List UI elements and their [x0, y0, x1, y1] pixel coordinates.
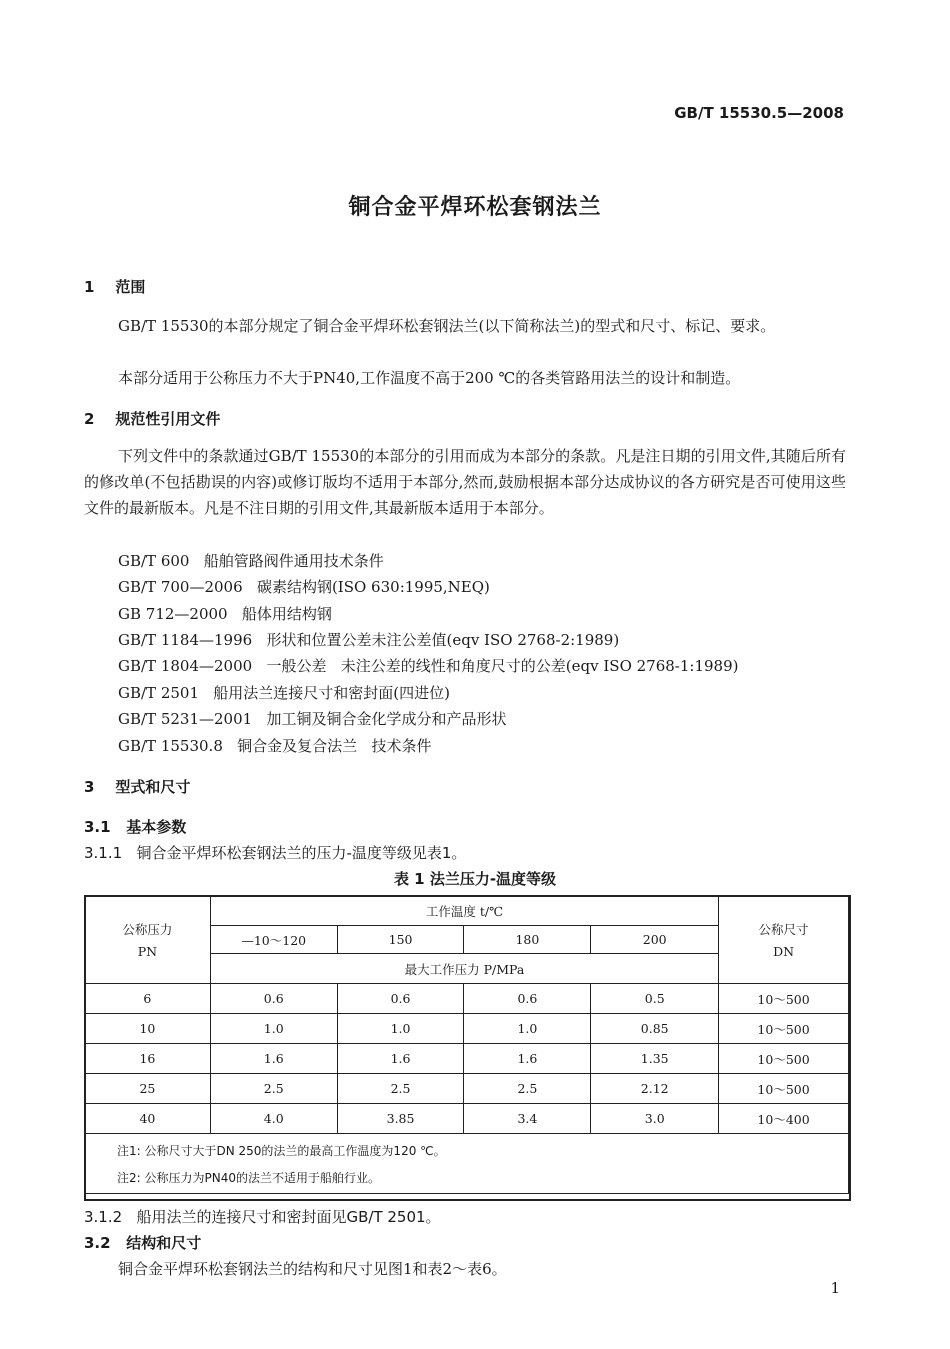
reference-item: GB 712—2000 船体用结构钢 [118, 605, 332, 623]
table-note: 注2: 公称压力为PN40的法兰不适用于船舶行业。 [117, 1170, 380, 1185]
table-cell: 0.5 [591, 984, 719, 1014]
section-1-paragraph-1: GB/T 15530的本部分规定了铜合金平焊环松套钢法兰(以下简称法兰)的型式和尺寸、标记、要求。 [118, 317, 776, 335]
table-cell: 1.0 [210, 1014, 337, 1044]
header-max-working-pressure: 最大工作压力 P/MPa [210, 954, 718, 984]
document-title: 铜合金平焊环松套钢法兰 [348, 195, 602, 220]
table-row [85, 1014, 849, 1044]
table-cell: 40 [85, 1104, 211, 1134]
header-nominal-size: 公称尺寸 DN [719, 896, 849, 984]
section-1-heading [84, 276, 145, 297]
table-cell: 0.6 [337, 984, 464, 1014]
table-cell: 1.6 [210, 1044, 337, 1074]
table-cell: 10～400 [719, 1104, 849, 1134]
temperature-column: 150 [337, 926, 464, 954]
section-2-heading [84, 408, 220, 429]
page-number: 1 [830, 1279, 840, 1297]
section-number: 1 [84, 278, 95, 296]
table-cell: 1.35 [591, 1044, 719, 1074]
reference-item: GB/T 700—2006 碳素结构钢(ISO 630:1995,NEQ) [118, 578, 490, 596]
section-3-2-paragraph: 铜合金平焊环松套钢法兰的结构和尺寸见图1和表2～表6。 [118, 1260, 507, 1278]
table-row [85, 1044, 849, 1074]
table-caption: 表 1 法兰压力-温度等级 [393, 870, 557, 888]
table-cell: 2.12 [591, 1074, 719, 1104]
section-3-2-heading [84, 1232, 201, 1253]
section-number: 3.2 [84, 1234, 111, 1252]
pressure-temperature-table [84, 895, 849, 1194]
table-row [85, 1104, 849, 1134]
table-cell: 10 [85, 1014, 211, 1044]
section-2-paragraph: 下列文件中的条款通过GB/T 15530的本部分的引用而成为本部分的条款。凡是注日期的引用文件,其随后所有的修改单(不包括勘误的内容)或修订版均不适用于本部分,然而,鼓励根据本部分达成协议的各方研究是否可使用这些文件的最新版本。凡是不注日期的引用文件,其最新版本适用于本部分。 [84, 447, 846, 517]
section-title: 规范性引用文件 [115, 410, 221, 428]
reference-item: GB/T 5231—2001 加工铜及铜合金化学成分和产品形状 [118, 710, 507, 728]
table-cell: 16 [85, 1044, 211, 1074]
table-cell: 10～500 [719, 1074, 849, 1104]
table-cell: 2.5 [337, 1074, 464, 1104]
reference-item: GB/T 1804—2000 一般公差 未注公差的线性和角度尺寸的公差(eqv ISO 2768-1:1989) [118, 657, 739, 675]
table-notes [85, 1134, 849, 1194]
table-cell: 4.0 [210, 1104, 337, 1134]
reference-item: GB/T 600 船舶管路阀件通用技术条件 [118, 552, 384, 570]
section-title: 型式和尺寸 [115, 778, 191, 796]
table-cell: 3.85 [337, 1104, 464, 1134]
table-cell: 10～500 [719, 1044, 849, 1074]
section-title: 基本参数 [126, 818, 187, 836]
table-cell: 10～500 [719, 984, 849, 1014]
temperature-column: 180 [464, 926, 591, 954]
temperature-column: —10～120 [210, 926, 337, 954]
table-cell: 0.6 [464, 984, 591, 1014]
table-cell: 1.6 [464, 1044, 591, 1074]
table-cell: 1.6 [337, 1044, 464, 1074]
reference-item: GB/T 15530.8 铜合金及复合法兰 技术条件 [118, 737, 432, 755]
table-cell: 0.85 [591, 1014, 719, 1044]
table-row [85, 1074, 849, 1104]
section-title: 范围 [115, 278, 146, 296]
table-cell: 25 [85, 1074, 211, 1104]
section-number: 3.1 [84, 818, 111, 836]
reference-item: GB/T 2501 船用法兰连接尺寸和密封面(四进位) [118, 684, 451, 702]
table-cell: 2.5 [464, 1074, 591, 1104]
table-cell: 0.6 [210, 984, 337, 1014]
temperature-column: 200 [591, 926, 719, 954]
section-3-1-heading [84, 816, 186, 837]
section-3-heading [84, 776, 190, 797]
table-cell: 2.5 [210, 1074, 337, 1104]
section-number: 2 [84, 410, 95, 428]
table-cell: 10～500 [719, 1014, 849, 1044]
clause-3-1-1: 3.1.1 铜合金平焊环松套钢法兰的压力-温度等级见表1。 [84, 844, 467, 862]
table-row [85, 984, 849, 1014]
table-cell: 3.4 [464, 1104, 591, 1134]
table-cell: 1.0 [464, 1014, 591, 1044]
standard-code: GB/T 15530.5—2008 [674, 104, 844, 122]
table-note: 注1: 公称尺寸大于DN 250的法兰的最高工作温度为120 ℃。 [117, 1143, 446, 1158]
table-cell: 3.0 [591, 1104, 719, 1134]
header-working-temperature: 工作温度 t/℃ [210, 896, 718, 926]
section-1-paragraph-2: 本部分适用于公称压力不大于PN40,工作温度不高于200 ℃的各类管路用法兰的设计和制造。 [118, 369, 741, 387]
clause-3-1-2: 3.1.2 船用法兰的连接尺寸和密封面见GB/T 2501。 [84, 1208, 441, 1226]
table-cell: 6 [85, 984, 211, 1014]
header-nominal-pressure: 公称压力 PN [85, 896, 211, 984]
table-cell: 1.0 [337, 1014, 464, 1044]
reference-item: GB/T 1184—1996 形状和位置公差未注公差值(eqv ISO 2768-2:1989) [118, 631, 620, 649]
section-title: 结构和尺寸 [126, 1234, 202, 1252]
table-notes-row [85, 1134, 849, 1194]
section-number: 3 [84, 778, 95, 796]
